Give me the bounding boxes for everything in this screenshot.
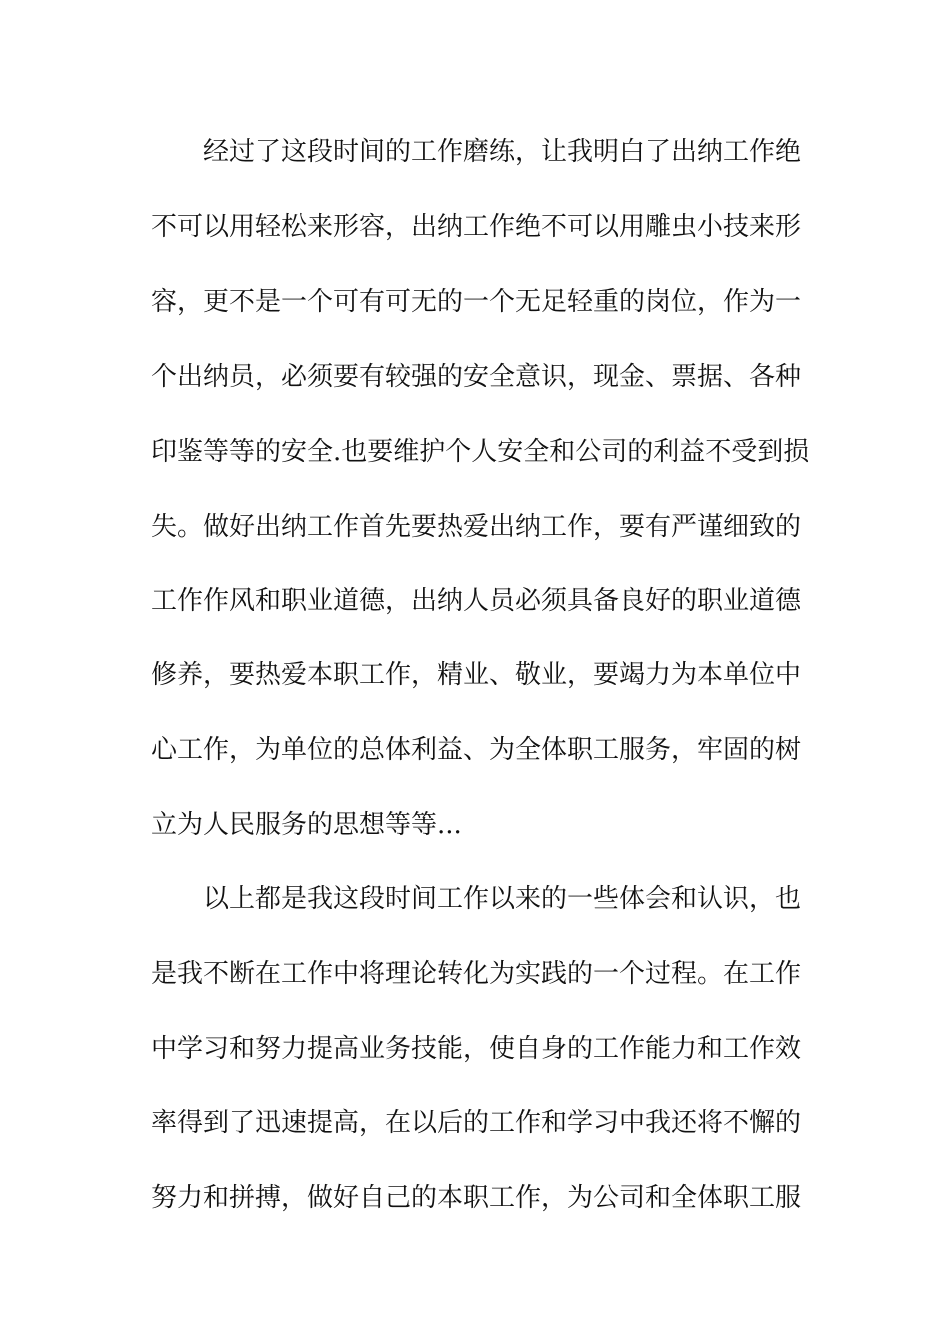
paragraph-1-line-2: 不可以用轻松来形容，出纳工作绝不可以用雕虫小技来形 <box>151 212 802 242</box>
paragraph-1-line-7: 工作作风和职业道德，出纳人员必须具备良好的职业道德 <box>151 586 802 616</box>
paragraph-2-line-1: 以上都是我这段时间工作以来的一些体会和认识，也 <box>203 884 802 914</box>
paragraph-2-line-3: 中学习和努力提高业务技能，使自身的工作能力和工作效 <box>151 1034 802 1064</box>
paragraph-1-line-8: 修养，要热爱本职工作，精业、敬业，要竭力为本单位中 <box>151 660 802 690</box>
paragraph-2-line-2: 是我不断在工作中将理论转化为实践的一个过程。在工作 <box>151 959 802 989</box>
paragraph-1-line-6: 失。做好出纳工作首先要热爱出纳工作，要有严谨细致的 <box>151 512 802 542</box>
paragraph-2-line-5: 努力和拼搏，做好自己的本职工作，为公司和全体职工服 <box>151 1183 802 1213</box>
paragraph-1-line-10: 立为人民服务的思想等等... <box>151 810 462 840</box>
paragraph-1-line-4: 个出纳员，必须要有较强的安全意识，现金、票据、各种 <box>151 362 802 392</box>
paragraph-1-line-9: 心工作，为单位的总体利益、为全体职工服务，牢固的树 <box>151 735 802 765</box>
paragraph-1-line-5: 印鉴等等的安全.也要维护个人安全和公司的利益不受到损 <box>151 437 810 467</box>
paragraph-1-line-3: 容，更不是一个可有可无的一个无足轻重的岗位，作为一 <box>151 287 802 317</box>
paragraph-1-line-1: 经过了这段时间的工作磨练，让我明白了出纳工作绝 <box>203 137 802 167</box>
paragraph-2-line-4: 率得到了迅速提高，在以后的工作和学习中我还将不懈的 <box>151 1108 802 1138</box>
